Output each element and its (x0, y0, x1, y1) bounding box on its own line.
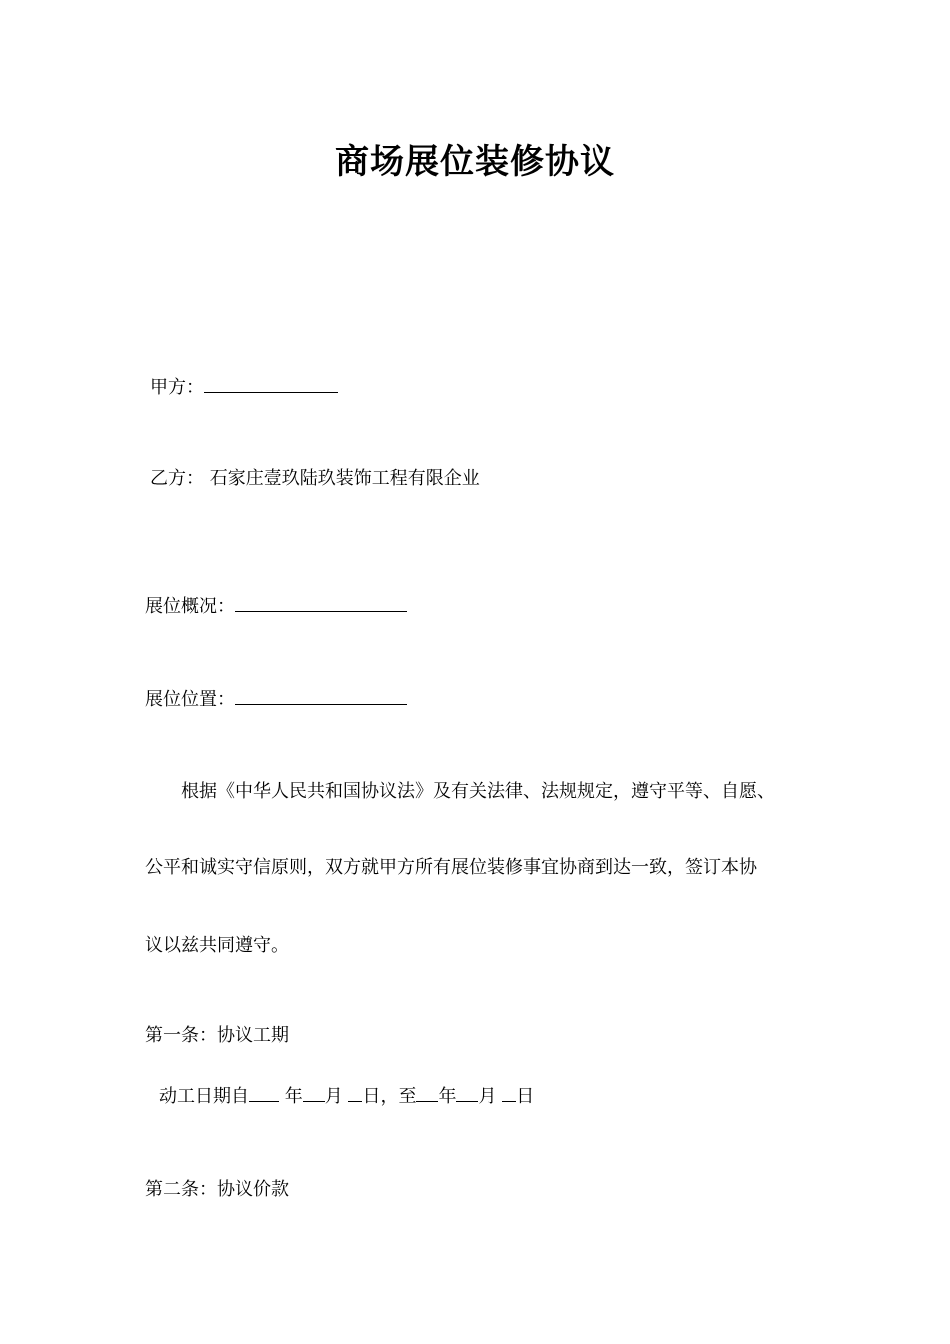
party-b-row (150, 467, 480, 491)
start-month-blank[interactable] (303, 1083, 325, 1102)
booth-overview-label: 展位概况： (145, 596, 235, 617)
document-title: 商场展位装修协议 (335, 142, 615, 182)
article-1-dates-row (159, 1083, 534, 1109)
start-day-word: 日 (362, 1086, 381, 1107)
end-year-word: 年 (438, 1086, 457, 1107)
party-a-row (150, 374, 338, 400)
start-month-word: 月 (324, 1086, 343, 1107)
intro-line-3: 议以兹共同遵守。 (145, 935, 289, 956)
booth-location-blank[interactable] (235, 686, 407, 705)
party-b-label: 乙方： (150, 468, 204, 489)
end-year-blank[interactable] (416, 1083, 438, 1102)
booth-overview-blank[interactable] (235, 593, 407, 612)
party-a-blank[interactable] (204, 374, 338, 393)
start-year-blank[interactable] (249, 1083, 279, 1102)
to-word: ，至 (380, 1086, 417, 1107)
booth-location-label: 展位位置： (145, 689, 235, 710)
party-a-label: 甲方： (150, 377, 204, 398)
article-1-title: 第一条：协议工期 (145, 1025, 289, 1046)
end-month-blank[interactable] (456, 1083, 478, 1102)
party-b-value: 石家庄壹玖陆玖装饰工程有限企业 (209, 468, 480, 489)
start-date-prefix: 动工日期自 (159, 1086, 249, 1107)
article-2-title: 第二条：协议价款 (145, 1179, 289, 1200)
intro-line-2: 公平和诚实守信原则，双方就甲方所有展位装修事宜协商到达一致，签订本协 (145, 857, 757, 878)
booth-overview-row (145, 593, 407, 619)
booth-location-row (145, 686, 407, 712)
intro-line-1: 根据《中华人民共和国协议法》及有关法律、法规规定，遵守平等、自愿、 (181, 781, 775, 802)
start-day-blank[interactable] (348, 1083, 362, 1102)
end-day-blank[interactable] (502, 1083, 516, 1102)
end-day-word: 日 (516, 1086, 535, 1107)
end-month-word: 月 (478, 1086, 497, 1107)
start-year-word: 年 (284, 1086, 303, 1107)
